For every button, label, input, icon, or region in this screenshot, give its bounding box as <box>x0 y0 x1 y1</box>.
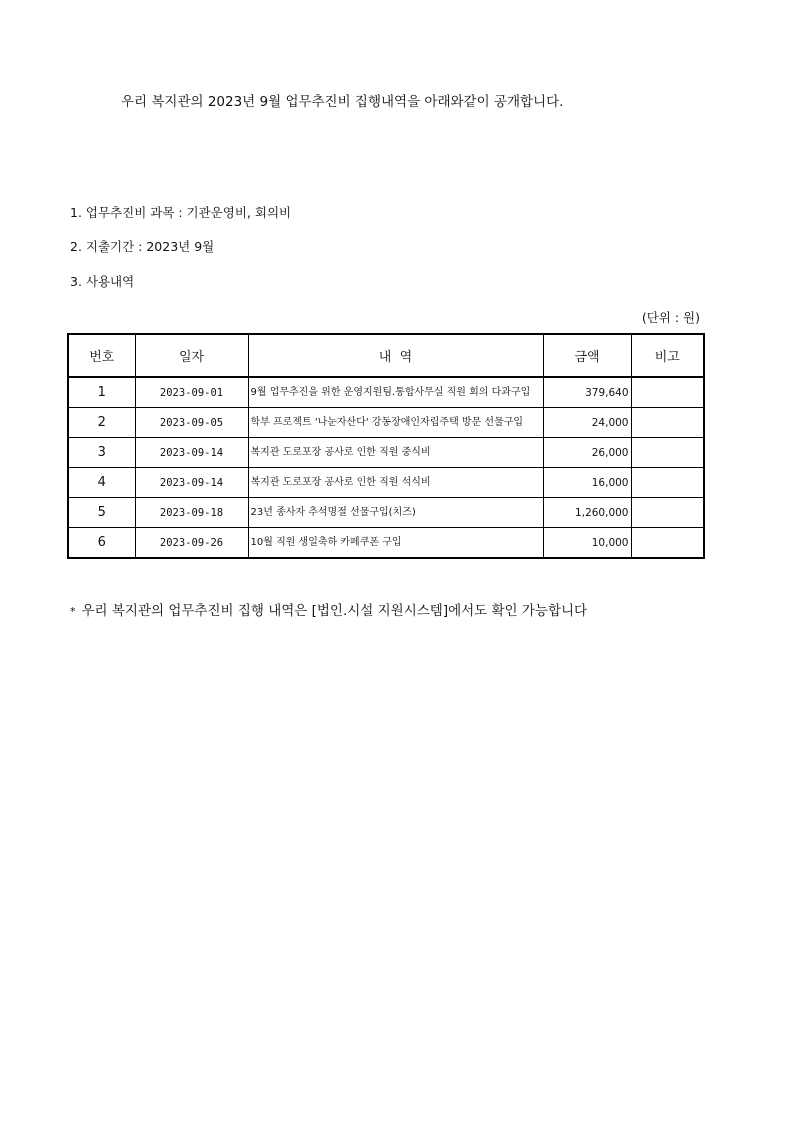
row-description: 복지관 도로포장 공사로 인한 직원 중식비 <box>248 438 543 468</box>
asterisk-icon: * <box>70 605 76 618</box>
table-row <box>68 468 704 498</box>
row-date: 2023-09-14 <box>135 438 248 468</box>
table-row <box>68 408 704 438</box>
row-number: 2 <box>68 408 135 438</box>
row-note <box>631 498 704 528</box>
table-row <box>68 528 704 559</box>
row-note <box>631 468 704 498</box>
row-description: 10월 직원 생일축하 카페쿠폰 구입 <box>248 528 543 559</box>
row-amount: 16,000 <box>543 468 631 498</box>
row-amount: 26,000 <box>543 438 631 468</box>
row-amount: 1,260,000 <box>543 498 631 528</box>
row-description: 복지관 도로포장 공사로 인한 직원 석식비 <box>248 468 543 498</box>
row-amount: 379,640 <box>543 377 631 408</box>
row-note <box>631 377 704 408</box>
footnote-text: 우리 복지관의 업무추진비 집행 내역은 [법인.시설 지원시스템]에서도 확인 가능합니다 <box>81 603 588 619</box>
row-description: 23년 종사자 추석명절 선물구입(치즈) <box>248 498 543 528</box>
table-row <box>68 498 704 528</box>
row-number: 1 <box>68 377 135 408</box>
table-row <box>68 438 704 468</box>
row-amount: 10,000 <box>543 528 631 559</box>
header-description: 내 역 <box>248 334 543 377</box>
header-number: 번호 <box>68 334 135 377</box>
item-expense-period: 2. 지출기간 : 2023년 9월 <box>70 239 215 254</box>
row-date: 2023-09-26 <box>135 528 248 559</box>
row-date: 2023-09-14 <box>135 468 248 498</box>
row-number: 4 <box>68 468 135 498</box>
row-number: 5 <box>68 498 135 528</box>
row-number: 3 <box>68 438 135 468</box>
row-date: 2023-09-18 <box>135 498 248 528</box>
row-date: 2023-09-01 <box>135 377 248 408</box>
item-usage-details: 3. 사용내역 <box>70 274 135 289</box>
intro-text: 우리 복지관의 2023년 9월 업무추진비 집행내역을 아래와같이 공개합니다. <box>121 94 564 110</box>
row-note <box>631 438 704 468</box>
row-description: 9월 업무추진을 위한 운영지원팀.통합사무실 직원 회의 다과구입 <box>248 377 543 408</box>
unit-label: (단위 : 원) <box>641 310 700 325</box>
row-description: 학부 프로젝트 '나눈자산다' 강동장애인자립주택 방문 선물구입 <box>248 408 543 438</box>
row-date: 2023-09-05 <box>135 408 248 438</box>
footnote <box>70 599 587 619</box>
expense-table <box>67 333 705 559</box>
table-header-row <box>68 334 704 377</box>
row-note <box>631 528 704 559</box>
item-expense-category: 1. 업무추진비 과목 : 기관운영비, 회의비 <box>70 205 292 220</box>
header-date: 일자 <box>135 334 248 377</box>
table-row <box>68 377 704 408</box>
header-amount: 금액 <box>543 334 631 377</box>
row-number: 6 <box>68 528 135 559</box>
row-note <box>631 408 704 438</box>
row-amount: 24,000 <box>543 408 631 438</box>
header-note: 비고 <box>631 334 704 377</box>
